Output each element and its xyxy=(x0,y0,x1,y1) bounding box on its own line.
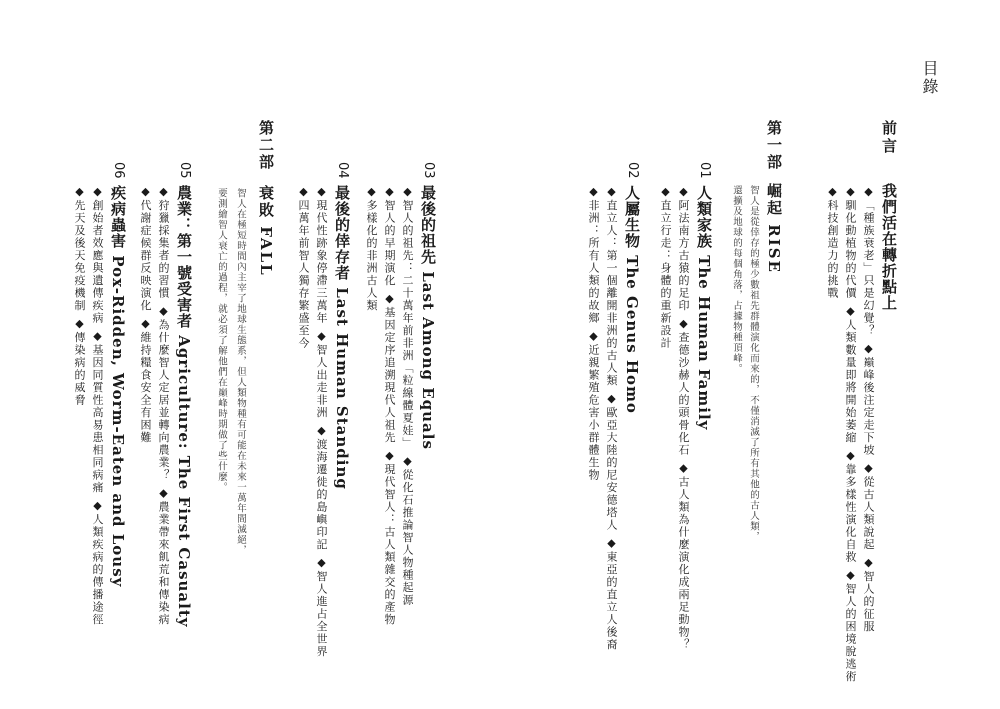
chapter-line: ◆狩獵採集者的習慣 ◆為什麼智人定居並轉向農業？ ◆農業帶來飢荒和傳染病 xyxy=(157,185,170,626)
chapter-title: 最後的倖存者 Last Human Standing xyxy=(333,185,351,490)
chapter-line: ◆代謝症候群反映演化 ◆維持糧食安全有困難 xyxy=(139,185,152,444)
chapter-line: ◆非洲：所有人類的故鄉 ◆近親繁殖危害小群體生物 xyxy=(587,185,600,482)
preface-title: 我們活在轉折點上 xyxy=(880,183,898,311)
chapter-number: 03 xyxy=(421,162,436,179)
chapter-title: 人類家族 The Human Family xyxy=(695,185,713,431)
chapter-title: 農業：第一號受害者 Agriculture: The First Casualty xyxy=(175,185,193,628)
chapter-number: 04 xyxy=(335,162,350,179)
chapter-line: ◆直立人：第一個離開非洲的古人類 ◆歐亞大陸的尼安德塔人 ◆東亞的直立人後裔 xyxy=(605,185,618,651)
part1-title: 崛起 RISE xyxy=(765,183,783,274)
part2-title: 衰敗 FALL xyxy=(257,185,275,277)
part1-label: 第一部 xyxy=(765,120,783,171)
preface-label: 前言 xyxy=(880,120,898,156)
part1-description: 智人是從倖存的極少數祖先群體演化而來的，不僅消滅了所有其他的古人類， xyxy=(748,185,759,542)
chapter-line: ◆智人的早期演化 ◆基因定序追溯現代人祖先 ◆現代智人：古人類雜交的產物 xyxy=(383,185,396,626)
chapter-title: 最後的祖先 Last Among Equals xyxy=(419,185,437,450)
chapter-line: ◆直立行走：身體的重新設計 xyxy=(659,185,672,350)
chapter-number: 02 xyxy=(625,162,640,179)
preface-line: ◆「種族衰老」只是幻覺？ ◆巔峰後注定走下坡 ◆從古人類說起 ◆智人的征服 xyxy=(862,185,875,633)
chapter-title: 疾病蟲害 Pox-Ridden, Worm-Eaten and Lousy xyxy=(109,185,127,588)
chapter-line: ◆多樣化的非洲古人類 xyxy=(365,185,378,312)
chapter-number: 05 xyxy=(177,162,192,179)
chapter-line: ◆阿法南方古猿的足印 ◆查德沙赫人的頭骨化石 ◆古人類為什麼演化成兩足動物？ xyxy=(677,185,690,651)
chapter-line: ◆現代性跡象停滯三萬年 ◆智人出走非洲 ◆渡海遷徙的島嶼印記 ◆智人進占全世界 xyxy=(315,185,328,658)
part1-description: 還擴及地球的每個角落，占據物種頂峰。 xyxy=(731,185,742,374)
chapter-title: 人屬生物 The Genus Homo xyxy=(623,185,641,414)
chapter-number: 06 xyxy=(111,162,126,179)
page-title: 目錄 xyxy=(920,60,939,96)
part2-description: 要測繪智人衰亡的過程，就必須了解他們在巔峰時期做了些什麼。 xyxy=(216,188,227,493)
chapter-number: 01 xyxy=(697,162,712,179)
part2-description: 智人在極短時間內主宰了地球生態系，但人類物種有可能在未來一萬年間滅絕， xyxy=(235,188,246,556)
chapter-line: ◆智人的祖先：二十萬年前非洲「粒線體夏娃」 ◆從化石推論智人物種起源 xyxy=(401,185,414,607)
preface-line: ◆馴化動植物的代價 ◆人類數量即將開始萎縮 ◆靠多樣性演化自救 ◆智人的困境脫逃術 xyxy=(844,185,857,683)
chapter-line: ◆四萬年前智人獨存繁盛至今 xyxy=(297,185,310,350)
chapter-line: ◆創始者效應與遺傳疾病 ◆基因同質性高易患相同病痛 ◆人類疾病的傳播途徑 xyxy=(91,185,104,626)
chapter-line: ◆先天及後天免疫機制 ◆傳染病的威脅 xyxy=(73,185,86,407)
part2-label: 第二部 xyxy=(257,120,275,171)
preface-line: ◆科技創造力的挑戰 xyxy=(826,185,839,300)
